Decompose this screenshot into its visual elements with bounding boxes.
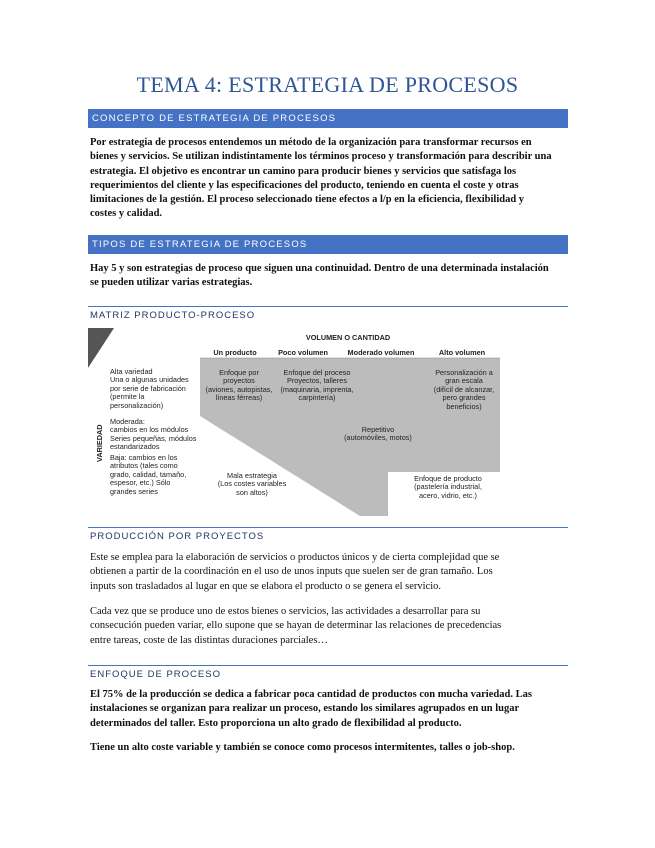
paragraph-concepto	[90, 136, 568, 222]
variety-title: Baja: cambios en los	[110, 453, 178, 462]
cell-desc: acero, vidrio, etc.)	[419, 490, 477, 500]
cell-title: proyectos	[223, 376, 255, 386]
variety-axis-label: VARIEDAD	[95, 424, 104, 462]
text-line: Cada vez que se produce uno de estos bienes o servicios, las actividades a desarrollar para su	[90, 606, 481, 617]
variety-desc-line: espesor, etc.) Sólo	[110, 478, 171, 488]
cell-title: Repetitivo	[361, 425, 395, 434]
corner-mark	[88, 328, 114, 368]
text-line: entre tareas, coste de las distintas duraciones parciales…	[90, 634, 328, 646]
text-line: limitaciones de la gestión. El proceso seleccionado tiene efectos a l/p en la eficiencia, flexibilidad y	[90, 194, 525, 206]
variety-desc-line: Una o algunas unidades	[110, 375, 189, 385]
cell-repetitivo	[328, 426, 428, 443]
paragraph-enfoque-2	[90, 741, 568, 755]
text-line: Hay 5 y son estrategias de proceso que siguen una continuidad. Dentro de una determinada instalación	[90, 263, 549, 274]
variety-high	[110, 368, 202, 410]
cell-title: Personalización a	[435, 368, 493, 377]
section-heading-concepto: CONCEPTO DE ESTRATEGIA DE PROCESOS	[88, 109, 568, 128]
variety-low	[110, 454, 202, 496]
section-heading-tipos: TIPOS DE ESTRATEGIA DE PROCESOS	[88, 235, 568, 254]
subsection-heading-proyectos: PRODUCCIÓN POR PROYECTOS	[90, 531, 265, 542]
text-line: instalaciones se organizan para realizar un proceso, estando los similares agrupados en un lugar	[90, 703, 520, 715]
column-header: Moderado volumen	[347, 348, 415, 357]
cell-desc: carpintería)	[298, 393, 336, 403]
cell-desc: (difícil de alcanzar,	[433, 384, 495, 394]
cell-desc: son altos)	[236, 487, 268, 497]
cell-desc: beneficios)	[446, 401, 482, 411]
paragraph-tipos	[90, 262, 568, 291]
variety-desc-line: (permite la	[110, 392, 145, 402]
cell-desc: (maquinaria, imprenta,	[280, 384, 354, 394]
cell-proceso	[274, 369, 360, 403]
variety-moderate	[110, 418, 202, 452]
text-line: consecución pueden variar, ello supone que se hayan de determinar las relaciones de precedencias	[90, 620, 502, 632]
variety-desc-line: (tales como	[140, 461, 178, 471]
text-line: requerimientos del cliente y las especificaciones del producto, teniendo en cuenta el coste y otras	[90, 179, 519, 191]
text-line: estrategia. El objetivo es encontrar un camino para producir bienes y servicios que satisfaga los	[90, 165, 517, 177]
cell-mala-estrategia	[210, 472, 294, 497]
paragraph-proyectos-1	[90, 551, 568, 594]
variety-desc-line: grandes series	[110, 486, 158, 496]
column-header: Un producto	[213, 348, 257, 357]
cell-title: gran escala	[445, 376, 483, 386]
variety-title: cambios en los módulos	[110, 425, 189, 435]
variety-desc-line: grado, calidad, tamaño,	[110, 469, 187, 479]
cell-title: Enfoque del proceso	[283, 368, 351, 377]
variety-desc-line: estandarizados	[110, 442, 160, 452]
variety-desc-line: Series pequeñas, módulos	[110, 433, 197, 443]
page-title: TEMA 4: ESTRATEGIA DE PROCESOS	[136, 72, 519, 97]
subsection-heading-matriz: MATRIZ PRODUCTO-PROCESO	[90, 310, 256, 321]
text-line: Tiene un alto coste variable y también se conoce como procesos intermitentes, talles o job-shop.	[90, 742, 515, 753]
variety-desc-line: por serie de fabricación	[110, 383, 186, 393]
text-line: Este se emplea para la elaboración de servicios o productos únicos y de cierta complejidad que se	[90, 552, 500, 563]
text-line: costes y calidad.	[90, 208, 163, 220]
cell-desc: (Los costes variables	[217, 479, 287, 489]
text-line: Por estrategia de procesos entendemos un método de la organización para transformar recursos en	[90, 137, 532, 148]
cell-personalizacion	[426, 369, 502, 411]
variety-title: atributos	[110, 461, 138, 471]
variety-title: Alta variedad	[110, 367, 153, 376]
cell-desc: Proyectos, talleres	[286, 376, 348, 386]
column-header: Alto volumen	[438, 348, 486, 357]
text-line: El 75% de la producción se dedica a fabricar poca cantidad de productos con mucha variedad. Las	[90, 689, 532, 700]
cell-title: Mala estrategia	[227, 471, 277, 480]
text-line: determinados del taller. Esto proporciona un alto grado de flexibilidad al producto.	[90, 717, 462, 729]
text-line: inputs son trasladados al lugar en que se elabora el producto o se genera el servicio.	[90, 580, 442, 592]
subsection-heading-enfoque: ENFOQUE DE PROCESO	[90, 669, 221, 680]
cell-desc: (automóviles, motos)	[344, 433, 412, 443]
text-line: se pueden utilizar varias estrategias.	[90, 277, 253, 289]
cell-title: Enfoque de producto	[414, 474, 482, 483]
cell-proyectos	[200, 369, 278, 403]
cell-title: Enfoque por	[219, 368, 259, 377]
cell-desc: (aviones, autopistas,	[205, 384, 273, 394]
cell-enfoque-producto	[394, 475, 502, 500]
cell-desc: (pastelería industrial,	[414, 482, 482, 492]
variety-desc-line: personalización)	[110, 400, 164, 410]
column-header: Poco volumen	[278, 348, 328, 357]
product-process-matrix	[88, 328, 500, 516]
paragraph-proyectos-2	[90, 605, 568, 648]
text-line: bienes y servicios. Se utilizan indistintamente los términos proceso y transformación para describir una	[90, 151, 552, 163]
cell-desc: pero grandes	[442, 393, 486, 403]
text-line: obtienen a partir de la coordinación en el uso de unos inputs que suelen ser de gran tamaño. Los	[90, 566, 493, 578]
variety-title: Moderada:	[110, 417, 145, 426]
volume-axis-label: VOLUMEN O CANTIDAD	[305, 333, 391, 342]
cell-desc: líneas férreas)	[215, 393, 263, 403]
paragraph-enfoque-1	[90, 688, 568, 731]
